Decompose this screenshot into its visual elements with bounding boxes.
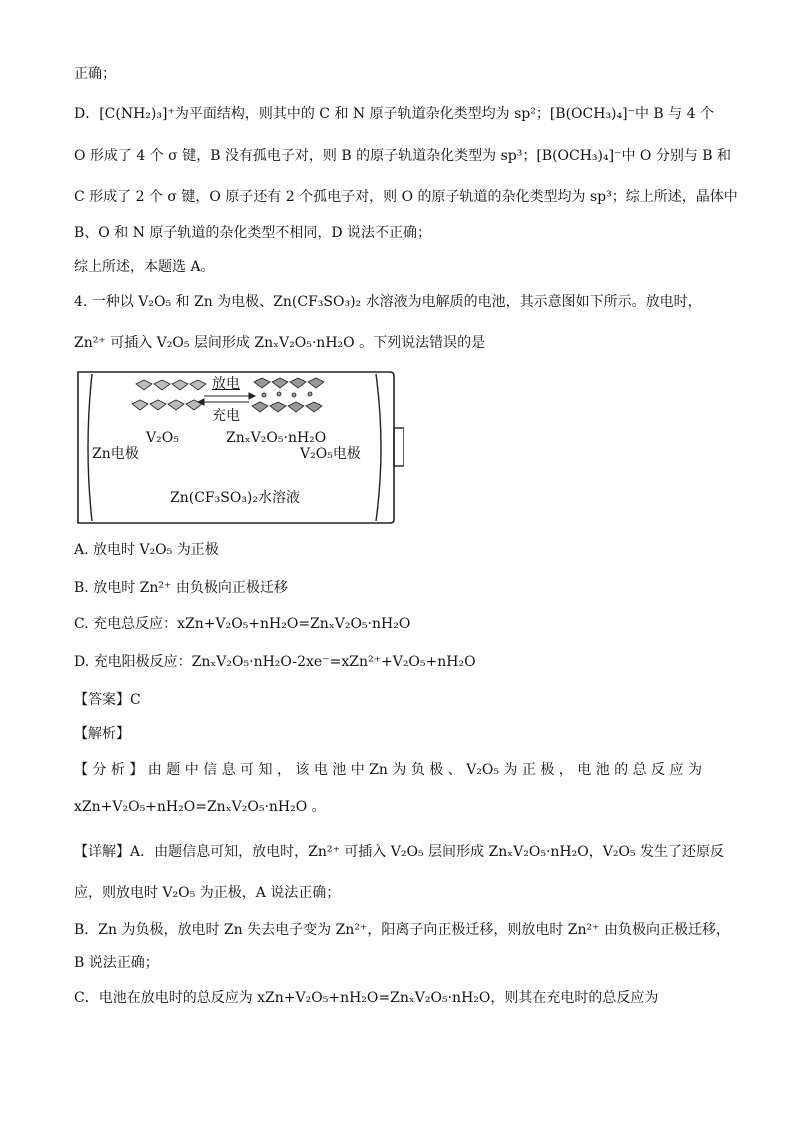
left-material-label: V₂O₅ — [146, 430, 179, 446]
intercalated-layers — [252, 378, 324, 412]
option-c: C. 充电总反应：xZn+V₂O₅+nH₂O=ZnₓV₂O₅·nH₂O — [74, 616, 411, 632]
text-line: C 形成了 2 个 σ 键，O 原子还有 2 个孤电子对，则 O 的原子轨道的杂化类型均为 sp³；综上所述，晶体中 — [74, 189, 738, 205]
battery-diagram — [74, 370, 404, 525]
electrolyte-label: Zn(CF₃SO₃)₂水溶液 — [170, 490, 300, 506]
discharge-label: 放电 — [212, 376, 240, 392]
answer-label: 【答案】C — [74, 692, 141, 708]
text-line: B、O 和 N 原子轨道的杂化类型不相同，D 说法不正确； — [74, 225, 432, 241]
option-a: A. 放电时 V₂O₅ 为正极 — [74, 542, 219, 558]
text-line: 综上所述，本题选 A。 — [74, 259, 215, 275]
question-stem: Zn²⁺ 可插入 V₂O₅ 层间形成 ZnₓV₂O₅·nH₂O 。下列说法错误的是 — [74, 335, 486, 351]
v2o5-electrode-label: V₂O₅电极 — [300, 446, 361, 462]
option-b: B. 放电时 Zn²⁺ 由负极向正极迁移 — [74, 580, 288, 596]
right-material-label: ZnₓV₂O₅·nH₂O — [226, 430, 327, 446]
analysis-line: 应，则放电时 V₂O₅ 为正极，A 说法正确； — [74, 885, 341, 901]
text-line: O 形成了 4 个 σ 键，B 没有孤电子对，则 B 的原子轨道杂化类型为 sp³；[B(OCH₃)₄]⁻中 O 分别与 B 和 — [74, 148, 732, 164]
analysis-line: B 说法正确； — [74, 955, 159, 971]
reaction-arrows — [198, 393, 255, 405]
analysis-label: 【解析】 — [74, 726, 130, 742]
analysis-line: xZn+V₂O₅+nH₂O=ZnₓV₂O₅·nH₂O 。 — [74, 799, 326, 815]
analysis-line: C．电池在放电时的总反应为 xZn+V₂O₅+nH₂O=ZnₓV₂O₅·nH₂O，则其在充电时的总反应为 — [74, 990, 659, 1006]
analysis-line: 【详解】A．由题信息可知，放电时，Zn²⁺ 可插入 V₂O₅ 层间形成 ZnₓV₂O₅·nH₂O，V₂O₅ 发生了还原反 — [74, 844, 724, 860]
charge-label: 充电 — [212, 408, 240, 424]
zn-electrode-label: Zn电极 — [92, 446, 139, 462]
analysis-line: B．Zn 为负极，放电时 Zn 失去电子变为 Zn²⁺，阳离子向正极迁移，则放电时 Zn²⁺ 由负极向正极迁移， — [74, 922, 730, 938]
analysis-line: 【 分 析 】 由 题 中 信 息 可 知 ， 该 电 池 中 Zn 为 负 极 、 V₂O₅ 为 正 极 ， 电 池 的 总 反 应 为 — [74, 762, 702, 778]
text-line: D．[C(NH₂)₃]⁺为平面结构，则其中的 C 和 N 原子轨道杂化类型均为 sp²；[B(OCH₃)₄]⁻中 B 与 4 个 — [74, 106, 714, 122]
option-d: D. 充电阳极反应：ZnₓV₂O₅·nH₂O-2xe⁻=xZn²⁺+V₂O₅+nH₂O — [74, 654, 476, 670]
question-stem: 4. 一种以 V₂O₅ 和 Zn 为电极、Zn(CF₃SO₃)₂ 水溶液为电解质的电池，其示意图如下所示。放电时， — [74, 294, 702, 310]
v2o5-layers — [132, 380, 206, 410]
text-line: 正确； — [74, 66, 116, 82]
